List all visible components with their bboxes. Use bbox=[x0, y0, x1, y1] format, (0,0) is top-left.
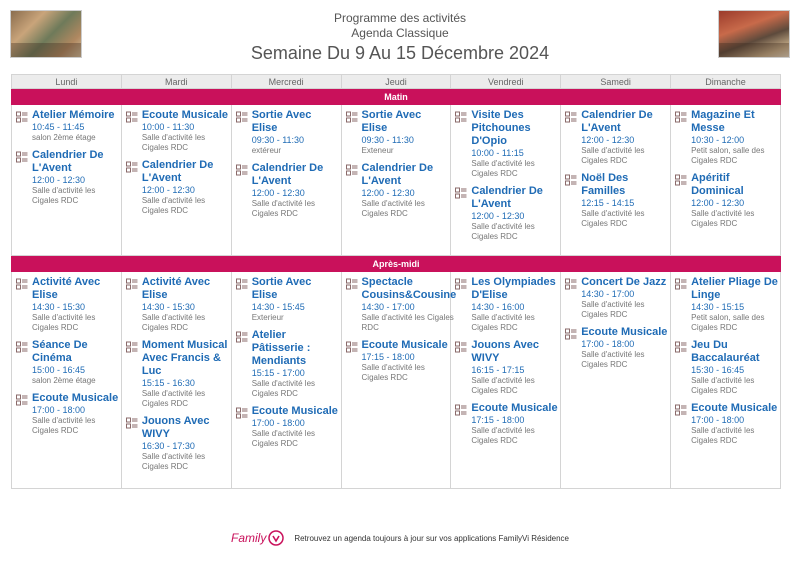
activity-time: 14:30 - 17:00 bbox=[361, 302, 415, 312]
activity-title: Sortie Avec Elise bbox=[251, 109, 312, 134]
activity-title: Les Olympiades D'Elise bbox=[471, 276, 556, 301]
activity-item[interactable] bbox=[675, 339, 778, 396]
day-header: Vendredi bbox=[451, 75, 561, 89]
day-header-row bbox=[12, 75, 781, 89]
day-cell bbox=[671, 272, 781, 489]
afternoon-row bbox=[12, 272, 781, 489]
calendar-list-icon bbox=[565, 276, 581, 320]
activity-title: Activité Avec Elise bbox=[32, 276, 101, 301]
calendar-list-icon bbox=[675, 339, 691, 396]
day-cell bbox=[121, 272, 231, 489]
activity-time: 10:00 - 11:15 bbox=[471, 148, 524, 158]
calendar-list-icon bbox=[16, 339, 32, 386]
activity-time: 10:45 - 11:45 bbox=[32, 122, 85, 132]
activity-title: Calendrier De L'Avent bbox=[581, 109, 653, 134]
activity-item[interactable] bbox=[236, 162, 339, 219]
activity-time: 14:30 - 15:30 bbox=[141, 302, 195, 312]
header-line1: Programme des activités bbox=[333, 11, 467, 25]
activity-time: 14:30 - 15:45 bbox=[251, 302, 305, 312]
calendar-list-icon bbox=[236, 405, 252, 449]
activity-item[interactable] bbox=[565, 276, 668, 320]
activity-location: Salle d'activité les Cigales RDC bbox=[32, 416, 96, 435]
day-cell bbox=[451, 105, 561, 256]
activity-time: 12:15 - 14:15 bbox=[581, 198, 635, 208]
activity-title: Atelier Mémoire bbox=[32, 109, 115, 121]
activity-title: Sortie Avec Elise bbox=[251, 276, 312, 301]
section-afternoon-header: Après-midi bbox=[12, 256, 781, 272]
activity-location: Salle d'activité les Cigales RDC bbox=[361, 363, 425, 382]
activity-item[interactable] bbox=[346, 109, 449, 156]
activity-time: 17:00 - 18:00 bbox=[32, 405, 86, 415]
activity-time: 12:00 - 12:30 bbox=[581, 135, 635, 145]
activity-title: Calendrier De L'Avent bbox=[251, 162, 324, 187]
day-cell bbox=[341, 105, 451, 256]
day-header: Mercredi bbox=[231, 75, 341, 89]
activity-title: Magazine Et Messe bbox=[691, 109, 755, 134]
calendar-list-icon bbox=[675, 172, 691, 229]
activity-item[interactable] bbox=[16, 276, 119, 333]
day-header: Dimanche bbox=[671, 75, 781, 89]
activity-item[interactable] bbox=[565, 109, 668, 166]
day-cell bbox=[12, 105, 122, 256]
activity-time: 17:00 - 18:00 bbox=[251, 418, 305, 428]
activity-item[interactable] bbox=[565, 326, 668, 370]
activity-title: Jouons Avec WIVY bbox=[471, 339, 540, 364]
activity-time: 14:30 - 15:30 bbox=[32, 302, 86, 312]
activity-location: Salle d'activité les Cigales RDC bbox=[361, 199, 425, 218]
activity-title: Jouons Avec WIVY bbox=[141, 415, 210, 440]
header-line2: Agenda Classique bbox=[351, 26, 449, 40]
day-cell bbox=[121, 105, 231, 256]
activity-item[interactable] bbox=[236, 109, 339, 156]
activity-location: Salle d'activité les Cigales RDC bbox=[581, 350, 645, 369]
activity-location: Salle d'activité les Cigales RDC bbox=[471, 159, 535, 178]
activity-title: Ecoute Musicale bbox=[581, 326, 668, 338]
day-cell bbox=[451, 272, 561, 489]
activity-time: 12:00 - 12:30 bbox=[251, 188, 305, 198]
calendar-list-icon bbox=[346, 109, 362, 156]
activity-time: 15:00 - 16:45 bbox=[32, 365, 86, 375]
page-header bbox=[0, 11, 800, 64]
activity-time: 10:30 - 12:00 bbox=[691, 135, 745, 145]
day-cell bbox=[561, 272, 671, 489]
activity-item[interactable] bbox=[16, 339, 119, 386]
activity-title: Atelier Pâtisserie : Mendiants bbox=[251, 329, 311, 367]
activity-time: 12:00 - 12:30 bbox=[691, 198, 745, 208]
activity-title: Ecoute Musicale bbox=[251, 405, 338, 417]
day-header: Samedi bbox=[561, 75, 671, 89]
calendar-list-icon bbox=[236, 276, 252, 323]
activity-location: Salle d'activité les Cigales RDC bbox=[32, 313, 96, 332]
activity-location: Salle d'activité les Cigales RDC bbox=[32, 186, 96, 205]
calendar-list-icon bbox=[675, 402, 691, 446]
activity-title: Ecoute Musicale bbox=[361, 339, 448, 351]
calendar-list-icon bbox=[455, 109, 471, 179]
activity-location: Petit salon, salle des Cigales RDC bbox=[691, 146, 765, 165]
activity-time: 16:30 - 17:30 bbox=[141, 441, 195, 451]
activity-time: 16:15 - 17:15 bbox=[471, 365, 525, 375]
activity-location: Salle d'activité les Cigales RDC bbox=[251, 429, 316, 448]
activity-location: Salle d'activité les Cigales RDC bbox=[691, 426, 755, 445]
activity-title: Moment Musical Avec Francis & Luc bbox=[141, 339, 228, 377]
activity-item[interactable] bbox=[346, 276, 457, 333]
activity-location: Salle d'activité les Cigales RDC bbox=[141, 133, 206, 152]
logo-word: Family bbox=[230, 531, 267, 545]
activity-item[interactable] bbox=[675, 276, 778, 333]
activity-item[interactable] bbox=[236, 329, 339, 399]
activity-item[interactable] bbox=[16, 149, 119, 206]
activity-time: 12:00 - 12:30 bbox=[141, 185, 195, 195]
activity-item[interactable] bbox=[346, 339, 449, 383]
activity-location: Salle d'activité les Cigales RDC bbox=[141, 452, 206, 471]
activity-item[interactable] bbox=[236, 276, 339, 323]
activity-time: 14:30 - 16:00 bbox=[471, 302, 525, 312]
activity-item[interactable] bbox=[16, 109, 119, 143]
activity-item[interactable] bbox=[455, 339, 558, 396]
activity-time: 12:00 - 12:30 bbox=[32, 175, 86, 185]
activity-location: Salle d'activité les Cigales RDC bbox=[581, 300, 645, 319]
activity-location: salon 2ème étage bbox=[32, 133, 96, 142]
calendar-list-icon bbox=[455, 402, 471, 446]
calendar-list-icon bbox=[455, 276, 471, 333]
activity-title: Concert De Jazz bbox=[581, 276, 667, 288]
activity-time: 12:00 - 12:30 bbox=[361, 188, 415, 198]
activity-time: 17:00 - 18:00 bbox=[581, 339, 635, 349]
activity-item[interactable] bbox=[675, 402, 778, 446]
footer bbox=[0, 528, 800, 548]
activity-location: Salle d'activité les Cigales RDC bbox=[471, 313, 535, 332]
calendar-list-icon bbox=[126, 109, 142, 153]
activity-item[interactable] bbox=[126, 339, 229, 409]
calendar-list-icon bbox=[16, 276, 32, 333]
activity-item[interactable] bbox=[455, 185, 558, 242]
activity-title: Spectacle Cousins&Cousine bbox=[361, 276, 457, 301]
activity-item[interactable] bbox=[236, 405, 339, 449]
calendar-list-icon bbox=[455, 185, 471, 242]
activity-title: Visite Des Pitchounes D'Opio bbox=[471, 109, 531, 147]
activity-location: Salle d'activité les Cigales RDC bbox=[141, 196, 206, 215]
activity-item[interactable] bbox=[126, 159, 229, 216]
activity-item[interactable] bbox=[675, 172, 778, 229]
activity-time: 09:30 - 11:30 bbox=[361, 135, 414, 145]
activity-title: Calendrier De L'Avent bbox=[141, 159, 214, 184]
day-header: Mardi bbox=[121, 75, 231, 89]
activity-title: Activité Avec Elise bbox=[141, 276, 211, 301]
morning-row bbox=[12, 105, 781, 256]
calendar-list-icon bbox=[346, 339, 362, 383]
activity-title: Calendrier De L'Avent bbox=[32, 149, 104, 174]
activity-location: Salle d'activité les Cigales RDC bbox=[141, 313, 206, 332]
activity-location: Exteneur bbox=[361, 146, 394, 155]
day-cell bbox=[561, 105, 671, 256]
calendar-list-icon bbox=[346, 276, 362, 333]
activity-location: Salle d'activité les Cigales RDC bbox=[251, 379, 316, 398]
calendar-list-icon bbox=[236, 109, 252, 156]
activity-time: 15:15 - 17:00 bbox=[251, 368, 305, 378]
calendar-list-icon bbox=[236, 162, 252, 219]
familyvi-heart-icon bbox=[268, 530, 284, 546]
weekly-agenda-table bbox=[11, 74, 781, 489]
activity-item[interactable] bbox=[455, 276, 558, 333]
activity-item[interactable] bbox=[565, 172, 668, 229]
calendar-list-icon bbox=[236, 329, 252, 399]
calendar-list-icon bbox=[675, 109, 691, 166]
activity-location: Salle d'activité les Cigales RDC bbox=[691, 376, 755, 395]
activity-title: Calendrier De L'Avent bbox=[471, 185, 543, 210]
activity-time: 17:15 - 18:00 bbox=[471, 415, 525, 425]
calendar-list-icon bbox=[126, 159, 142, 216]
day-cell bbox=[671, 105, 781, 256]
activity-item[interactable] bbox=[126, 276, 229, 333]
calendar-list-icon bbox=[565, 172, 581, 229]
activity-item[interactable] bbox=[455, 402, 558, 446]
day-header: Lundi bbox=[12, 75, 122, 89]
page-title: Semaine Du 9 Au 15 Décembre 2024 bbox=[250, 43, 550, 63]
activity-title: Ecoute Musicale bbox=[471, 402, 558, 414]
activity-title: Jeu Du Baccalauréat bbox=[691, 339, 760, 364]
familyvi-logo bbox=[231, 530, 284, 546]
activity-title: Apéritif Dominical bbox=[691, 172, 744, 197]
activity-time: 15:15 - 16:30 bbox=[141, 378, 195, 388]
activity-time: 17:00 - 18:00 bbox=[691, 415, 745, 425]
activity-title: Ecoute Musicale bbox=[141, 109, 229, 121]
activity-item[interactable] bbox=[126, 109, 229, 153]
activity-title: Ecoute Musicale bbox=[691, 402, 778, 414]
activity-location: Petit salon, salle des Cigales RDC bbox=[691, 313, 765, 332]
calendar-list-icon bbox=[675, 276, 691, 333]
calendar-list-icon bbox=[565, 109, 581, 166]
activity-time: 09:30 - 11:30 bbox=[251, 135, 305, 145]
activity-title: Atelier Pliage De Linge bbox=[691, 276, 778, 301]
activity-location: extéreur bbox=[251, 146, 282, 155]
activity-item[interactable] bbox=[16, 392, 119, 436]
activity-item[interactable] bbox=[455, 109, 558, 179]
activity-time: 12:00 - 12:30 bbox=[471, 211, 525, 221]
calendar-list-icon bbox=[455, 339, 471, 396]
activity-location: Salle d'activité les Cigales RDC bbox=[471, 222, 535, 241]
calendar-list-icon bbox=[126, 339, 142, 409]
calendar-list-icon bbox=[126, 276, 142, 333]
activity-time: 14:30 - 17:00 bbox=[581, 289, 635, 299]
activity-location: Salle d'activité les Cigales RDC bbox=[141, 389, 206, 408]
activity-location: Salle d'activité les Cigales RDC bbox=[471, 426, 535, 445]
day-cell bbox=[231, 105, 341, 256]
day-cell bbox=[341, 272, 457, 489]
calendar-list-icon bbox=[565, 326, 581, 370]
calendar-list-icon bbox=[126, 415, 142, 472]
activity-item[interactable] bbox=[346, 162, 449, 219]
calendar-list-icon bbox=[16, 392, 32, 436]
activity-location: Salle d'activité les Cigales RDC bbox=[691, 209, 755, 228]
activity-title: Ecoute Musicale bbox=[32, 392, 119, 404]
activity-title: Calendrier De L'Avent bbox=[361, 162, 434, 187]
activity-location: Salle d'activité les Cigales RDC bbox=[251, 199, 316, 218]
activity-location: Salle d'activité les Cigales RDC bbox=[581, 146, 645, 165]
calendar-list-icon bbox=[16, 109, 32, 143]
activity-time: 15:30 - 16:45 bbox=[691, 365, 745, 375]
calendar-list-icon bbox=[346, 162, 362, 219]
activity-title: Sortie Avec Elise bbox=[361, 109, 422, 134]
activity-location: salon 2ème étage bbox=[32, 376, 96, 385]
day-cell bbox=[12, 272, 122, 489]
activity-title: Noël Des Familles bbox=[581, 172, 629, 197]
day-cell bbox=[231, 272, 341, 489]
activity-location: Salle d'activité les Cigales RDC bbox=[581, 209, 645, 228]
calendar-list-icon bbox=[16, 149, 32, 206]
activity-time: 14:30 - 15:15 bbox=[691, 302, 745, 312]
activity-location: Salle d'activité les Cigales RDC bbox=[471, 376, 535, 395]
activity-item[interactable] bbox=[126, 415, 229, 472]
activity-time: 17:15 - 18:00 bbox=[361, 352, 415, 362]
footer-text: Retrouvez un agenda toujours à jour sur vos applications FamilyVi Résidence bbox=[294, 533, 569, 543]
activity-location: Salle d'activité les Cigales RDC bbox=[361, 313, 454, 332]
section-morning-header: Matin bbox=[12, 89, 781, 105]
activity-title: Séance De Cinéma bbox=[32, 339, 88, 364]
activity-time: 10:00 - 11:30 bbox=[141, 122, 195, 132]
day-header: Jeudi bbox=[341, 75, 451, 89]
activity-location: Exterieur bbox=[251, 313, 284, 322]
activity-item[interactable] bbox=[675, 109, 778, 166]
